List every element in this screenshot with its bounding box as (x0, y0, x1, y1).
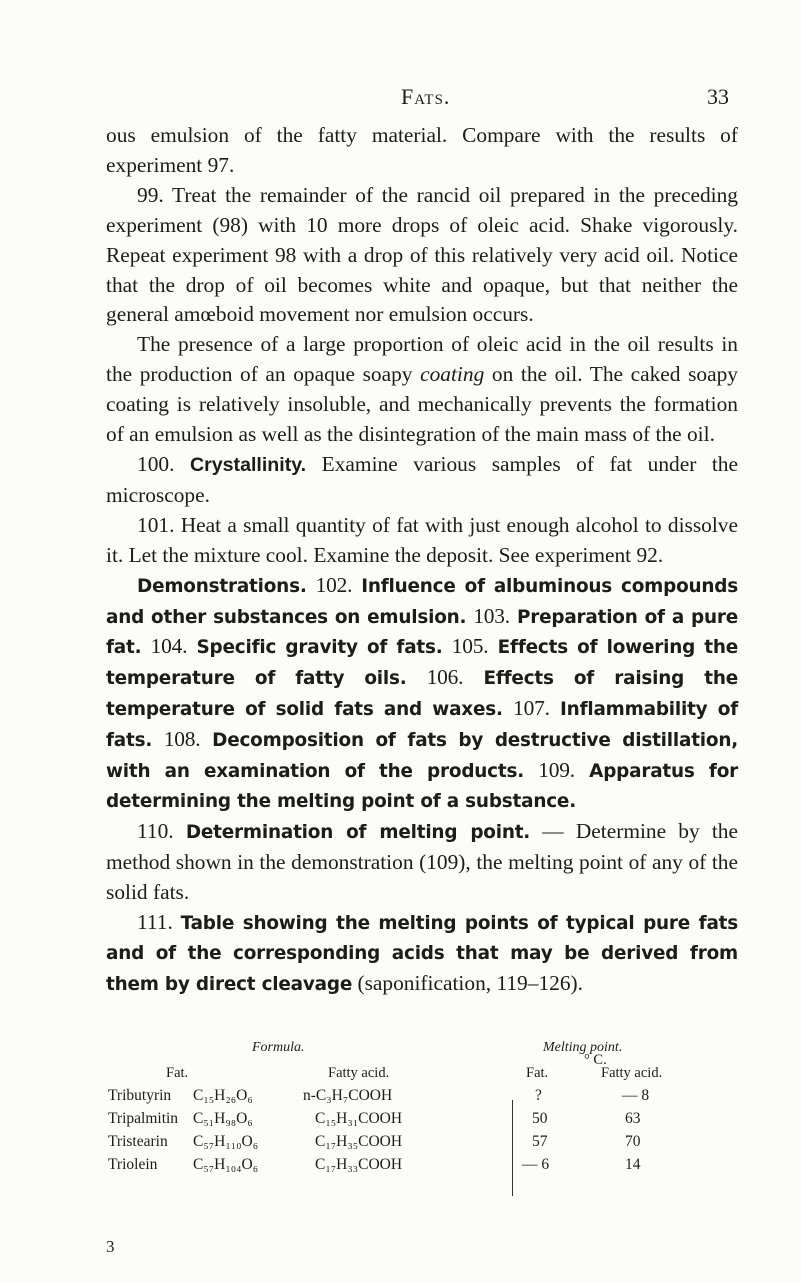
paragraph-continued: ous emulsion of the fatty material. Compare with the results of experiment 97. (106, 123, 738, 177)
table-cell-fat: C₅₁H₉₈O₆ (193, 1110, 253, 1127)
table-cell-mp-acid: — 8 (622, 1087, 650, 1104)
header-mp-acid: Fatty acid. (601, 1065, 663, 1081)
header-fat-formula: Fat. (166, 1065, 189, 1081)
paragraph-99 (106, 181, 738, 331)
paragraph-text: (saponification, 119–126). (352, 971, 583, 996)
paragraph-110 (106, 817, 738, 908)
body-text (106, 121, 738, 1000)
table-row-name: Tributyrin (108, 1087, 172, 1104)
header-acid-formula: Fatty acid. (328, 1065, 390, 1081)
table-cell-mp-acid: 63 (625, 1110, 641, 1127)
section-heading: Crystallinity. (189, 453, 307, 476)
section-heading: Determination of melting point. (185, 821, 531, 843)
experiment-number: 110. (137, 818, 174, 843)
table-cell-fat: C₁₅H₂₆O₆ (193, 1087, 253, 1104)
paragraph-oleic-note (106, 330, 738, 450)
table-divider (512, 1100, 513, 1196)
caption-formula: Formula. (252, 1040, 305, 1055)
demo-number: 106. (426, 665, 464, 690)
table-cell-acid: n-C₃H₇COOH (303, 1087, 393, 1104)
demonstrations-heading: Demonstrations. (137, 575, 307, 597)
table-cell-acid: C₁₇H₃₅COOH (315, 1133, 403, 1150)
demo-text: Influence of albuminous compounds and other substances on emulsion. (106, 575, 738, 628)
paragraph-text: Treat the remainder of the rancid oil prepared in the preceding experiment (98) with 10 more drops of oleic acid. Shake vigorously. Repeat experiment 98 with a drop of this relatively very acid oil. Notice that the drop of oil becomes white and opaque, but that neither the general amœboid movement nor emulsion occurs. (106, 182, 738, 327)
demo-text: Decomposition of fats by destructive distillation, with an examination of the products. (106, 730, 739, 783)
paragraph-111 (106, 908, 738, 1001)
experiment-number: 100. (137, 451, 175, 476)
paragraph-101 (106, 511, 738, 571)
demo-number: 105. (451, 634, 489, 659)
table-cell-acid: C₁₅H₃₁COOH (315, 1110, 403, 1127)
table-row-name: Triolein (108, 1156, 158, 1173)
demo-number: 102. (315, 572, 353, 597)
experiment-number: 99. (137, 182, 164, 207)
table-cell-acid: C₁₇H₃₃COOH (315, 1156, 403, 1173)
table-cell-mp-fat: 50 (532, 1110, 548, 1127)
table-cell-mp-fat: — 6 (522, 1156, 550, 1173)
paragraph-text: Heat a small quantity of fat with just enough alcohol to dissolve it. Let the mixture cool. Examine the deposit. See experiment 92. (106, 512, 738, 567)
table-row-name: Tristearin (108, 1133, 168, 1150)
paragraph-text: The presence of a large proportion of oleic acid in the oil results in the production of an opaque soapy (106, 332, 738, 387)
table-cell-fat: C₅₇H₁₀₄O₆ (193, 1156, 259, 1173)
melting-point-table (108, 1040, 778, 1240)
demo-text: Effects of raising the temperature of solid fats and waxes. (106, 668, 739, 721)
running-header (0, 84, 801, 114)
demo-number: 107. (513, 696, 550, 721)
demo-text: Specific gravity of fats. (196, 637, 443, 659)
demo-text: Effects of lowering the temperature of fatty oils. (106, 637, 739, 690)
table-cell-fat: C₅₇H₁₁₀O₆ (193, 1133, 259, 1150)
header-mp-fat: Fat. (526, 1065, 549, 1081)
paragraph-text: — Determine by the method shown in the demonstration (109), the melting point of any of the solid fats. (106, 818, 738, 904)
table-row-name: Tripalmitin (108, 1110, 179, 1127)
experiment-number: 111. (137, 909, 173, 934)
paragraph-100 (106, 450, 738, 511)
table-cell-mp-acid: 14 (625, 1156, 641, 1173)
experiment-number: 101. (137, 512, 175, 537)
demo-text: Preparation of a pure fat. (106, 606, 739, 659)
demo-number: 104. (150, 634, 188, 659)
demo-number: 103. (473, 603, 510, 628)
demo-text: Apparatus for determining the melting point of a substance. (106, 761, 738, 812)
paragraph-demonstrations (106, 571, 738, 817)
demo-number: 108. (163, 727, 201, 752)
caption-melting-point: Melting point. (543, 1040, 623, 1055)
table-cell-mp-fat: ? (535, 1087, 542, 1104)
table-cell-mp-acid: 70 (625, 1133, 641, 1150)
unit-celsius: ° C. (584, 1052, 607, 1068)
emphasis-text: coating (420, 362, 485, 387)
page-number: 33 (707, 84, 729, 109)
table-cell-mp-fat: 57 (532, 1133, 548, 1150)
paragraph-text: on the oil. The caked soapy coating is relatively insoluble, and mechanically prevents the formation of an emulsion as well as the disintegration of the main mass of the oil. (106, 362, 738, 447)
paragraph-text: Examine various samples of fat under the microscope. (106, 451, 738, 507)
running-title: Fats. (401, 84, 451, 109)
demo-number: 109. (538, 758, 575, 783)
signature-mark: 3 (106, 1237, 115, 1256)
demo-text: Inflammability of fats. (106, 699, 739, 752)
section-heading: Table showing the melting points of typical pure fats and of the corresponding acids that may be derived from them by direct cleavage (106, 912, 738, 996)
